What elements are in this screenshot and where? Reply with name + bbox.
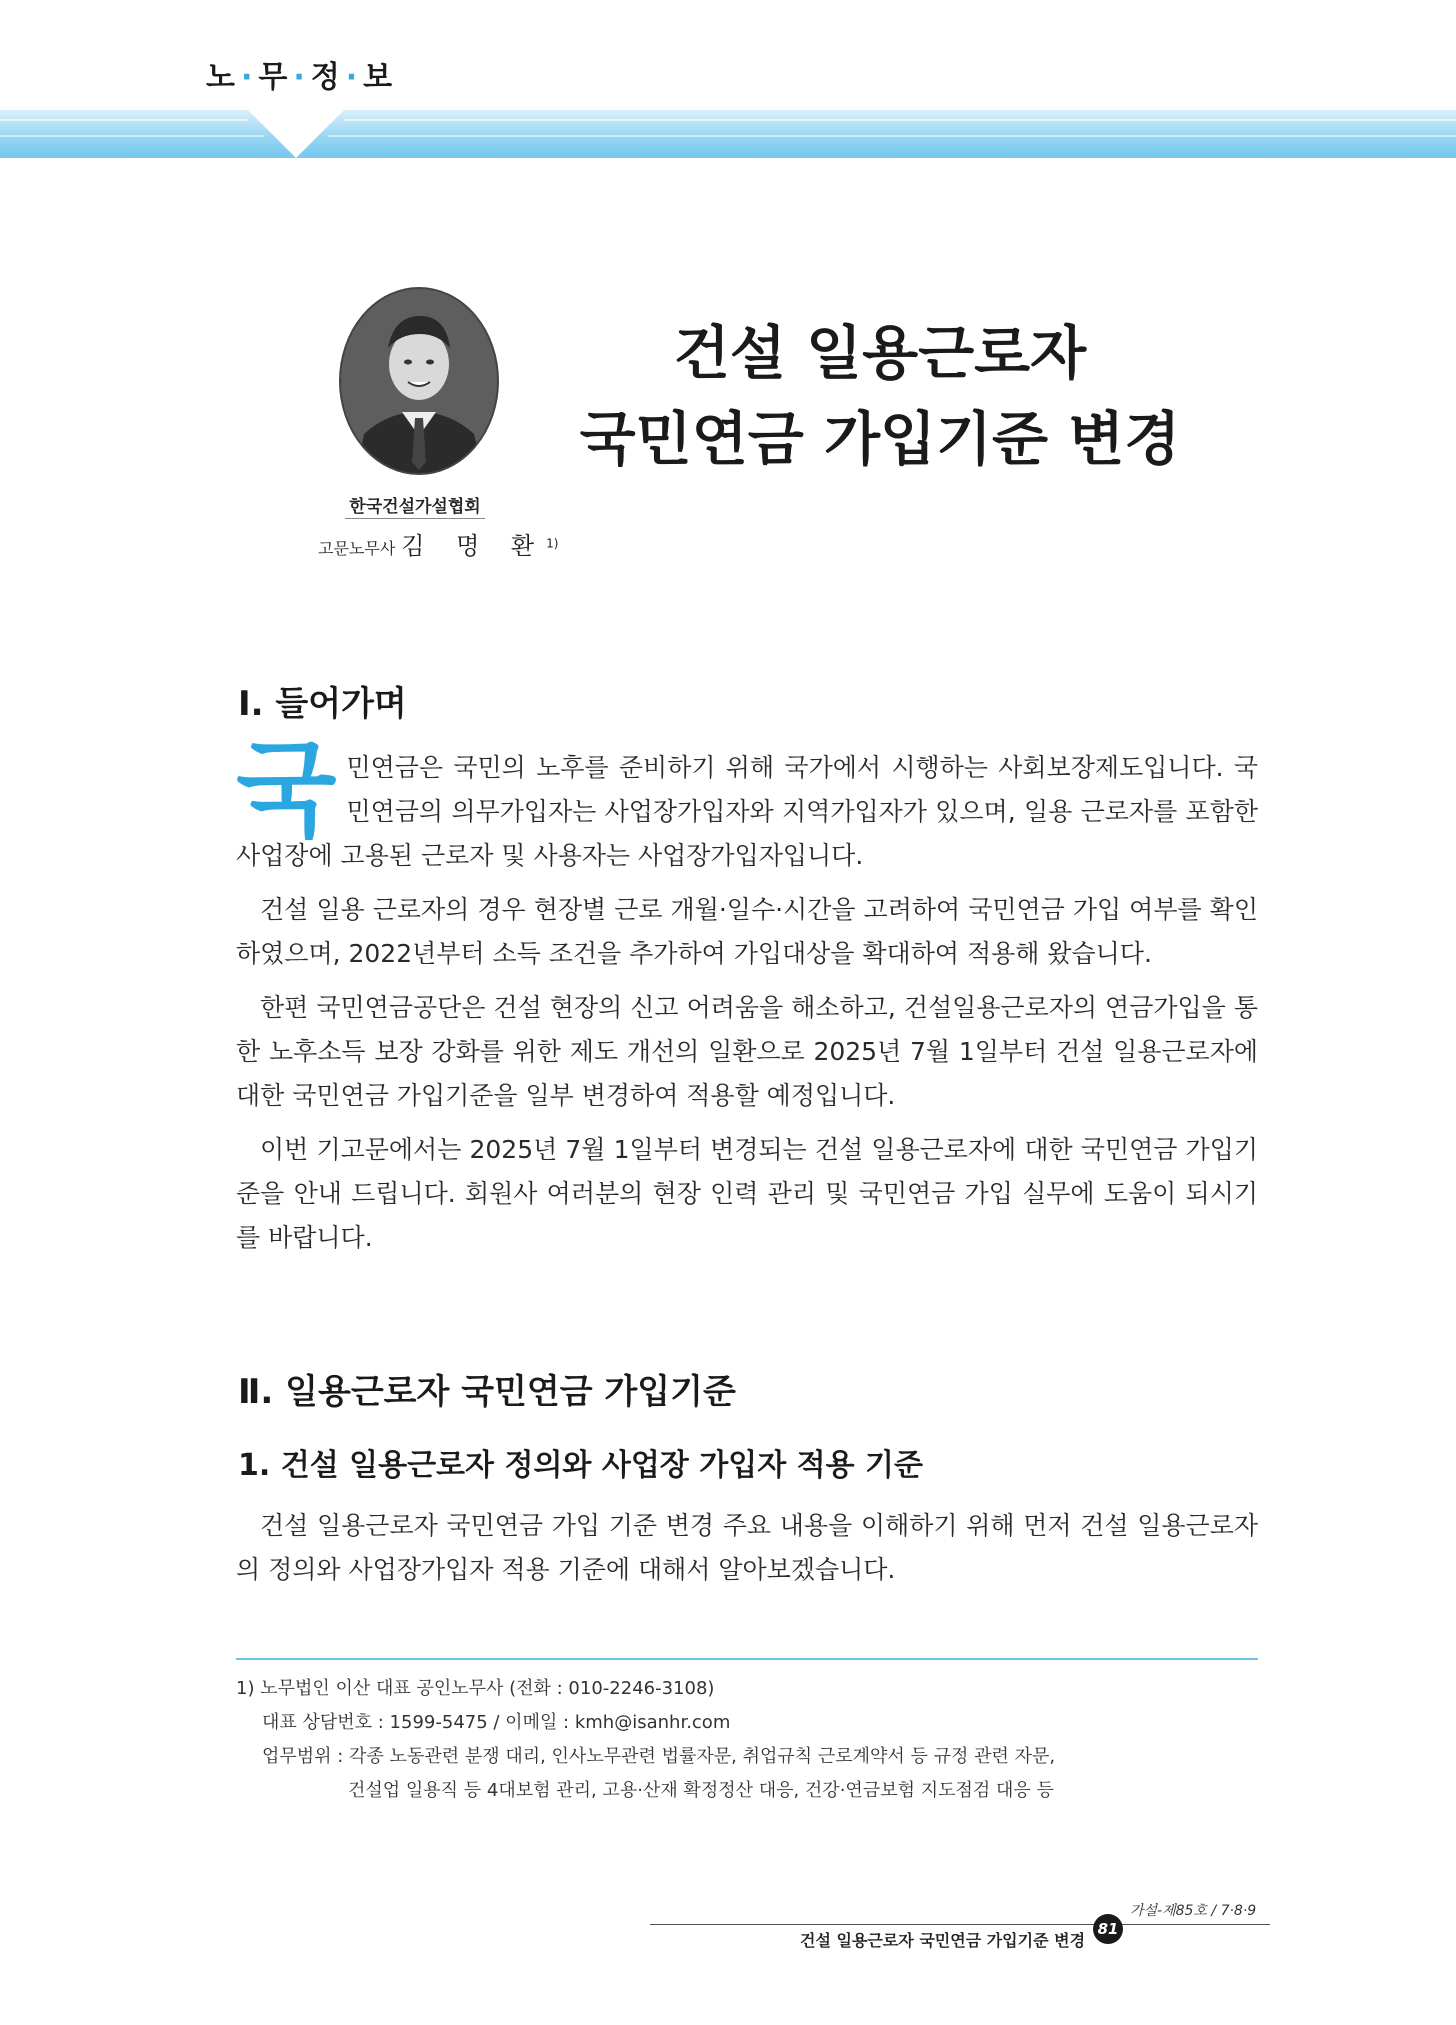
running-title: 건설 일용근로자 국민연금 가입기준 변경 (800, 1931, 1086, 1950)
author-name: 김 명 환 (401, 532, 547, 560)
section-heading: Ⅱ. 일용근로자 국민연금 가입기준 (238, 1372, 736, 1412)
divider (345, 518, 485, 519)
paragraph: 이번 기고문에서는 2025년 7월 1일부터 변경되는 건설 일용근로자에 대한 국민연금 가입기준을 안내 드립니다. 회원사 여러분의 현장 인력 관리 및 국민연금 가입 실무에 도움이 되시기를 바랍니다. (236, 1135, 1258, 1252)
paragraph (236, 729, 1258, 878)
section-tag-char: 무 (258, 60, 290, 95)
header-band (0, 110, 1456, 162)
paragraph: 한편 국민연금공단은 건설 현장의 신고 어려움을 해소하고, 건설일용근로자의 연금가입을 통한 노후소득 보장 강화를 위한 제도 개선의 일환으로 2025년 7월 1일부터 건설 일용근로자에 대한 국민연금 가입기준을 일부 변경하여 적용할 예정입니다. (236, 993, 1258, 1110)
paragraph: 건설 일용 근로자의 경우 현장별 근로 개월·일수·시간을 고려하여 국민연금 가입 여부를 확인하였으며, 2022년부터 소득 조건을 추가하여 가입대상을 확대하여 적용해 왔습니다. (236, 895, 1258, 968)
paragraph: 건설 일용근로자 국민연금 가입 기준 변경 주요 내용을 이해하기 위해 먼저 건설 일용근로자의 정의와 사업장가입자 적용 기준에 대해서 알아보겠습니다. (236, 1511, 1258, 1584)
author-organization: 한국건설가설협회 (349, 497, 481, 517)
section-tag-char: 정 (310, 60, 342, 95)
section-body (236, 729, 1258, 1260)
section-heading: Ⅰ. 들어가며 (238, 684, 407, 724)
separator-dot: · (345, 60, 360, 95)
title-line: 국민연금 가입기준 변경 (579, 405, 1181, 473)
section-tag-char: 보 (363, 60, 395, 95)
section-tag-char: 노 (206, 60, 237, 95)
footer-divider (650, 1924, 1270, 1925)
separator-dot: · (293, 60, 307, 95)
footnote-divider (236, 1658, 1258, 1660)
footnote (236, 1672, 1055, 1808)
subsection-heading: 1. 건설 일용근로자 정의와 사업장 가입자 적용 기준 (238, 1448, 923, 1483)
section-body (236, 1504, 1258, 1592)
issue-label: 가설-제85호 / 7·8·9 (1130, 1903, 1257, 1919)
footnote-ref: 1) (546, 536, 559, 551)
footnote-line: 대표 상담번호 : 1599-5475 / 이메일 : kmh@isanhr.com (262, 1712, 731, 1733)
paragraph-text: 민연금은 국민의 노후를 준비하기 위해 국가에서 시행하는 사회보장제도입니다. 국민연금의 의무가입자는 사업장가입자와 지역가입자가 있으며, 일용 근로자를 포함한 사업장에 고용된 근로자 및 사용자는 사업장가입자입니다. (236, 753, 1258, 870)
author-portrait (338, 286, 500, 476)
footnote-line: 1) 노무법인 이산 대표 공인노무사 (전화 : 010-2246-3108) (236, 1678, 715, 1699)
separator-dot: · (240, 60, 255, 95)
drop-cap: 국 (236, 729, 337, 851)
title-line: 건설 일용근로자 (673, 319, 1087, 387)
author-role: 고문노무사 (318, 539, 396, 558)
page-number: 81 (1093, 1914, 1123, 1944)
section-tag (206, 52, 394, 96)
author-byline (318, 526, 558, 561)
footnote-line: 건설업 일용직 등 4대보험 관리, 고용·산재 확정정산 대응, 건강·연금보험 지도점검 대응 등 (348, 1780, 1054, 1801)
article-title (560, 310, 1200, 482)
footnote-line: 업무범위 : 각종 노동관련 분쟁 대리, 인사노무관련 법률자문, 취업규칙 근로계약서 등 규정 관련 자문, (262, 1746, 1056, 1767)
